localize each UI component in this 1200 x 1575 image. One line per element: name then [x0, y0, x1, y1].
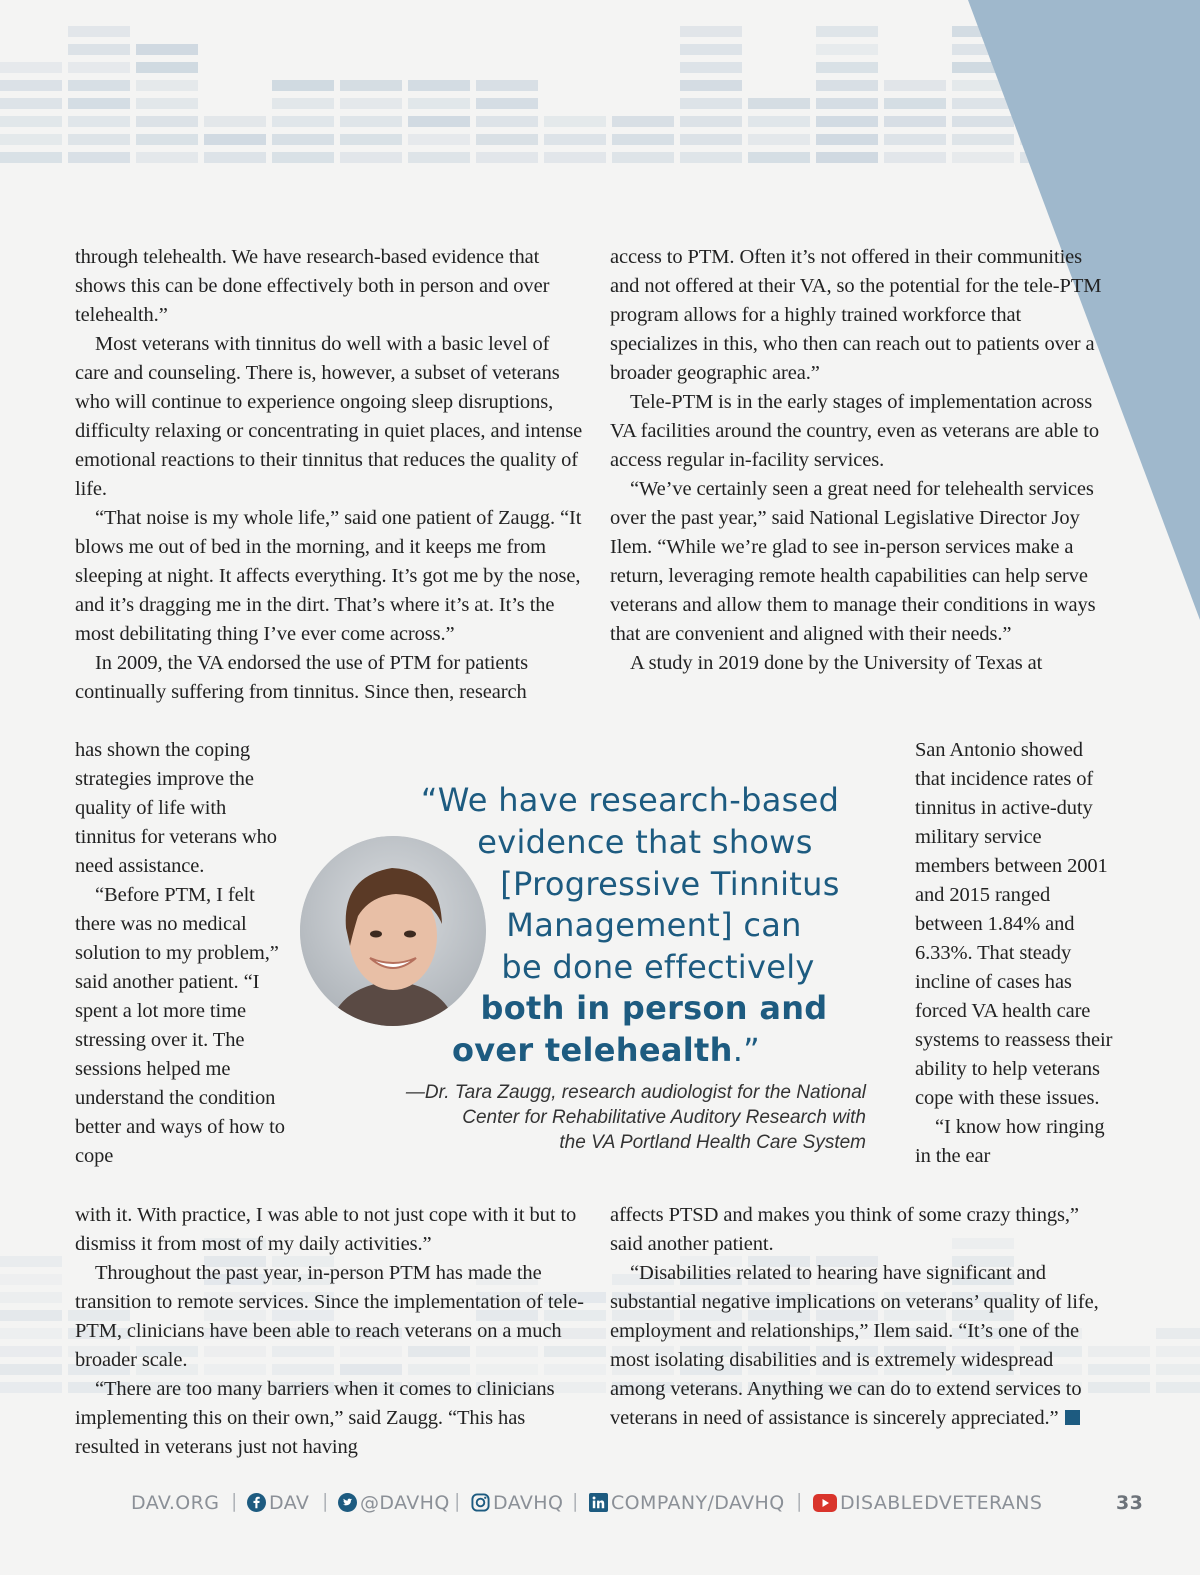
pull-quote-line-7-bold: over telehealth [451, 1031, 733, 1069]
footer-separator: | [231, 1490, 238, 1512]
paragraph: with it. With practice, I was able to not just cope with it but to dismiss it from most of my daily activities.” [75, 1204, 577, 1255]
paragraph: access to PTM. Often it’s not offered in their communities and not offered at their VA, so the potential for the tele-PTM program allows for a highly trained workforce that specializes in this, who then can reach out to patients over a broader geographic area.” [610, 246, 1102, 384]
pull-quote-line-3: [Progressive Tinnitus [500, 865, 840, 903]
twitter-icon [338, 1493, 357, 1512]
page-footer [0, 1490, 1200, 1520]
pull-quote-attribution-1: —Dr. Tara Zaugg, research audiologist for the National [405, 1082, 866, 1103]
paragraph: “We’ve certainly seen a great need for telehealth services over the past year,” said National Legislative Director Joy Ilem. “While we’re glad to see in-person services make a return, leveraging remote health capabilities can help serve veterans and allow them to manage their conditions in ways that are convenient and aligned with their needs.” [610, 478, 1096, 645]
left-column-narrow [75, 736, 285, 1171]
paragraph: through telehealth. We have research-based evidence that shows this can be done effectively both in person and over telehealth.” [75, 246, 550, 326]
paragraph-text: “Disabilities related to hearing have significant and substantial negative implications on veterans’ quality of life, employment and relationships,” Ilem said. “It’s one of the most isolating disabilities and is extremely widespread among veterans. Anything we can do to extend services to veterans in need of assistance is sincerely appreciated.” [610, 1262, 1099, 1429]
pull-quote-line-7 [356, 1030, 856, 1070]
paragraph: “I know how ringing in the ear [915, 1116, 1105, 1167]
paragraph: Tele-PTM is in the early stages of implementation across VA facilities around the country, even as veterans are able to access regular in-facility services. [610, 391, 1100, 471]
footer-youtube-link[interactable] [813, 1492, 1042, 1514]
pull-quote-line-5: be done effectively [501, 948, 815, 986]
footer-instagram-label: DAVHQ [493, 1492, 564, 1514]
footer-facebook-link[interactable] [247, 1492, 309, 1514]
page-number: 33 [1116, 1492, 1144, 1514]
footer-youtube-label: DISABLEDVETERANS [840, 1492, 1043, 1514]
end-of-article-mark [1065, 1410, 1080, 1425]
paragraph: “That noise is my whole life,” said one patient of Zaugg. “It blows me out of bed in the morning, and it keeps me from sleeping at night. It affects everything. It’s got me by the nose, and it’s dragging me in the dirt. That’s where it’s at. It’s the most debilitating thing I’ve ever come across.” [75, 507, 582, 645]
pull-quote-line-2: evidence that shows [477, 823, 813, 861]
right-column-top [610, 243, 1110, 678]
paragraph [610, 1259, 1110, 1433]
left-column-top [75, 243, 587, 707]
paragraph: In 2009, the VA endorsed the use of PTM for patients continually suffering from tinnitus. Since then, research [75, 652, 529, 703]
paragraph: Throughout the past year, in-person PTM has made the transition to remote services. Since the implementation of tele-PTM, clinicians have been able to reach veterans on a much broader scale. [75, 1262, 584, 1371]
footer-separator: | [322, 1490, 329, 1512]
footer-site-link[interactable]: DAV.ORG [131, 1492, 220, 1514]
pull-quote-line-6: both in person and [480, 989, 828, 1027]
footer-separator: | [572, 1490, 579, 1512]
footer-linkedin-link[interactable] [589, 1492, 785, 1514]
pull-quote-line-4: Management] can [506, 906, 802, 944]
right-column-bottom [610, 1201, 1110, 1433]
footer-linkedin-label: COMPANY/DAVHQ [611, 1492, 785, 1514]
footer-separator: | [454, 1490, 461, 1512]
pull-quote-line-1: “We have research-based [420, 781, 840, 819]
pull-quote-attribution-3: the VA Portland Health Care System [559, 1132, 866, 1153]
footer-twitter-link[interactable] [338, 1492, 450, 1514]
youtube-icon [813, 1494, 837, 1512]
pull-quote-closing: .” [732, 1031, 761, 1069]
paragraph: Most veterans with tinnitus do well with a basic level of care and counseling. There is, however, a subset of veterans who will continue to experience ongoing sleep disruptions, difficulty relaxing or concentrating in quiet places, and intense emotional reactions to their tinnitus that reduces the quality of life. [75, 333, 583, 500]
footer-twitter-label: @DAVHQ [360, 1492, 450, 1514]
facebook-icon [247, 1493, 266, 1512]
paragraph: affects PTSD and makes you think of some crazy things,” said another patient. [610, 1204, 1079, 1255]
left-column-bottom [75, 1201, 587, 1462]
paragraph: San Antonio showed that incidence rates of tinnitus in active-duty military service members between 2001 and 2015 ranged between 1.84% and 6.33%. That steady incline of cases has forced VA health care systems to reassess their ability to help veterans cope with these issues. [915, 739, 1113, 1109]
footer-facebook-label: DAV [269, 1492, 310, 1514]
right-column-narrow [915, 736, 1115, 1171]
paragraph: A study in 2019 done by the University of Texas at [630, 652, 1043, 674]
linkedin-icon [589, 1493, 608, 1512]
paragraph: “Before PTM, I felt there was no medical solution to my problem,” said another patient. “I spent a lot more time stressing over it. The sessions helped me understand the condition better and ways of how to cope [75, 884, 285, 1167]
paragraph: “There are too many barriers when it comes to clinicians implementing this on their own,” said Zaugg. “This has resulted in veterans just not having [75, 1378, 555, 1458]
footer-instagram-link[interactable] [471, 1492, 563, 1514]
footer-separator: | [796, 1490, 803, 1512]
instagram-icon [471, 1493, 490, 1512]
pull-quote-attribution-2: Center for Rehabilitative Auditory Research with [462, 1107, 866, 1128]
paragraph: has shown the coping strategies improve the quality of life with tinnitus for veterans who need assistance. [75, 739, 277, 877]
